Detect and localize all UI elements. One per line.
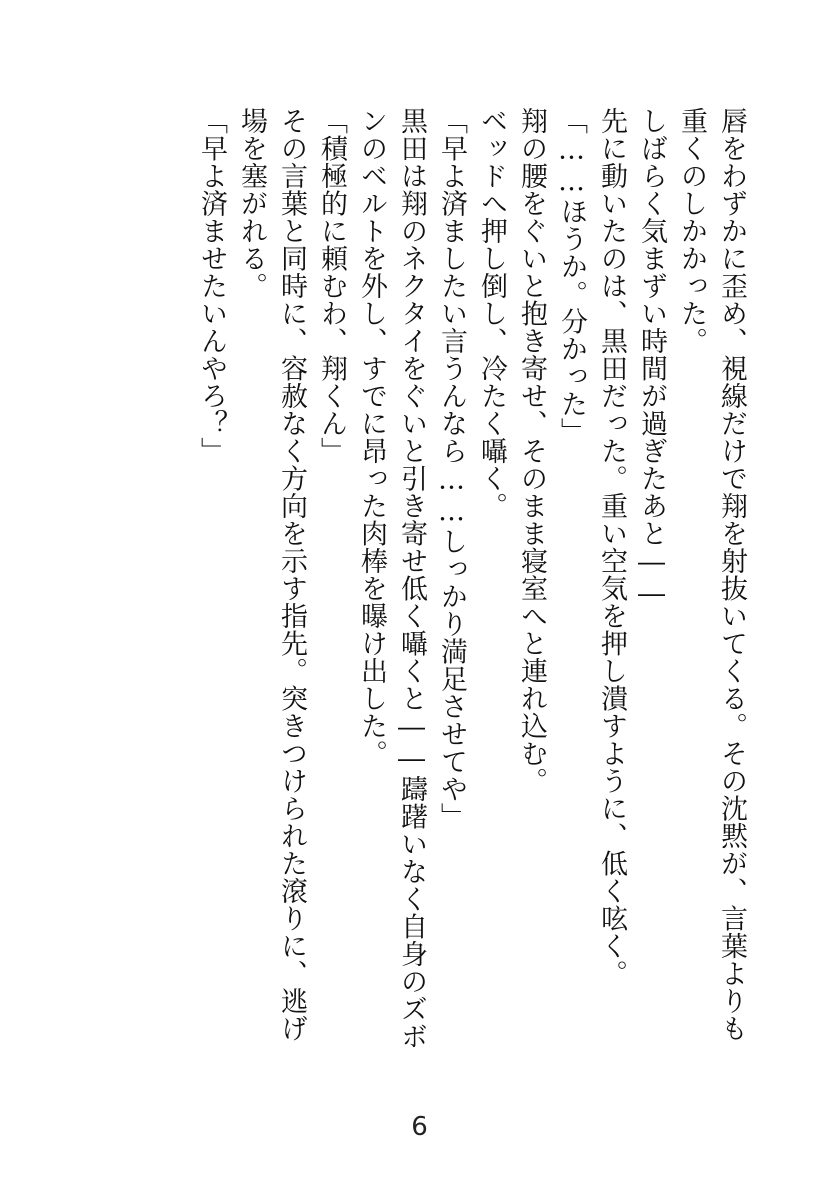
page-number: 6 — [411, 1112, 428, 1142]
paragraph: 唇をわずかに歪め、視線だけで翔を射抜いてくる。その沈黙が、言葉よりも重くのしかかった。 — [676, 107, 747, 1042]
paragraph: 先に動いたのは、黒田だった。重い空気を押し潰すように、低く呟く。 — [596, 107, 627, 987]
paragraph: 黒田は翔のネクタイをぐいと引き寄せ低く囁くと――躊躇いなく自身のズボンのベルトを外し、すでに昂った肉棒を曝け出した。 — [356, 107, 427, 1050]
paragraph: その言葉と同時に、容赦なく方向を示す指先。突きつけられた滾りに、逃げ場を塞がれる。 — [236, 107, 307, 1042]
paragraph: 「早よ済ませたいんやろ？」 — [196, 107, 227, 465]
paragraph: しばらく気まずい時間が過ぎたあと―― — [636, 107, 667, 610]
paragraph: ベッドへ押し倒し、冷たく囁く。 — [476, 107, 507, 520]
vertical-text-body — [51, 107, 751, 1057]
paragraph: 「積極的に頼むわ、翔くん」 — [316, 107, 347, 465]
paragraph: 翔の腰をぐいと抱き寄せ、そのまま寝室へと連れ込む。 — [516, 107, 547, 795]
paragraph: 「……ほうか。分かった」 — [556, 107, 587, 445]
paragraph: 「早よ済ましたい言うんなら……しっかり満足させてや」 — [436, 107, 467, 830]
